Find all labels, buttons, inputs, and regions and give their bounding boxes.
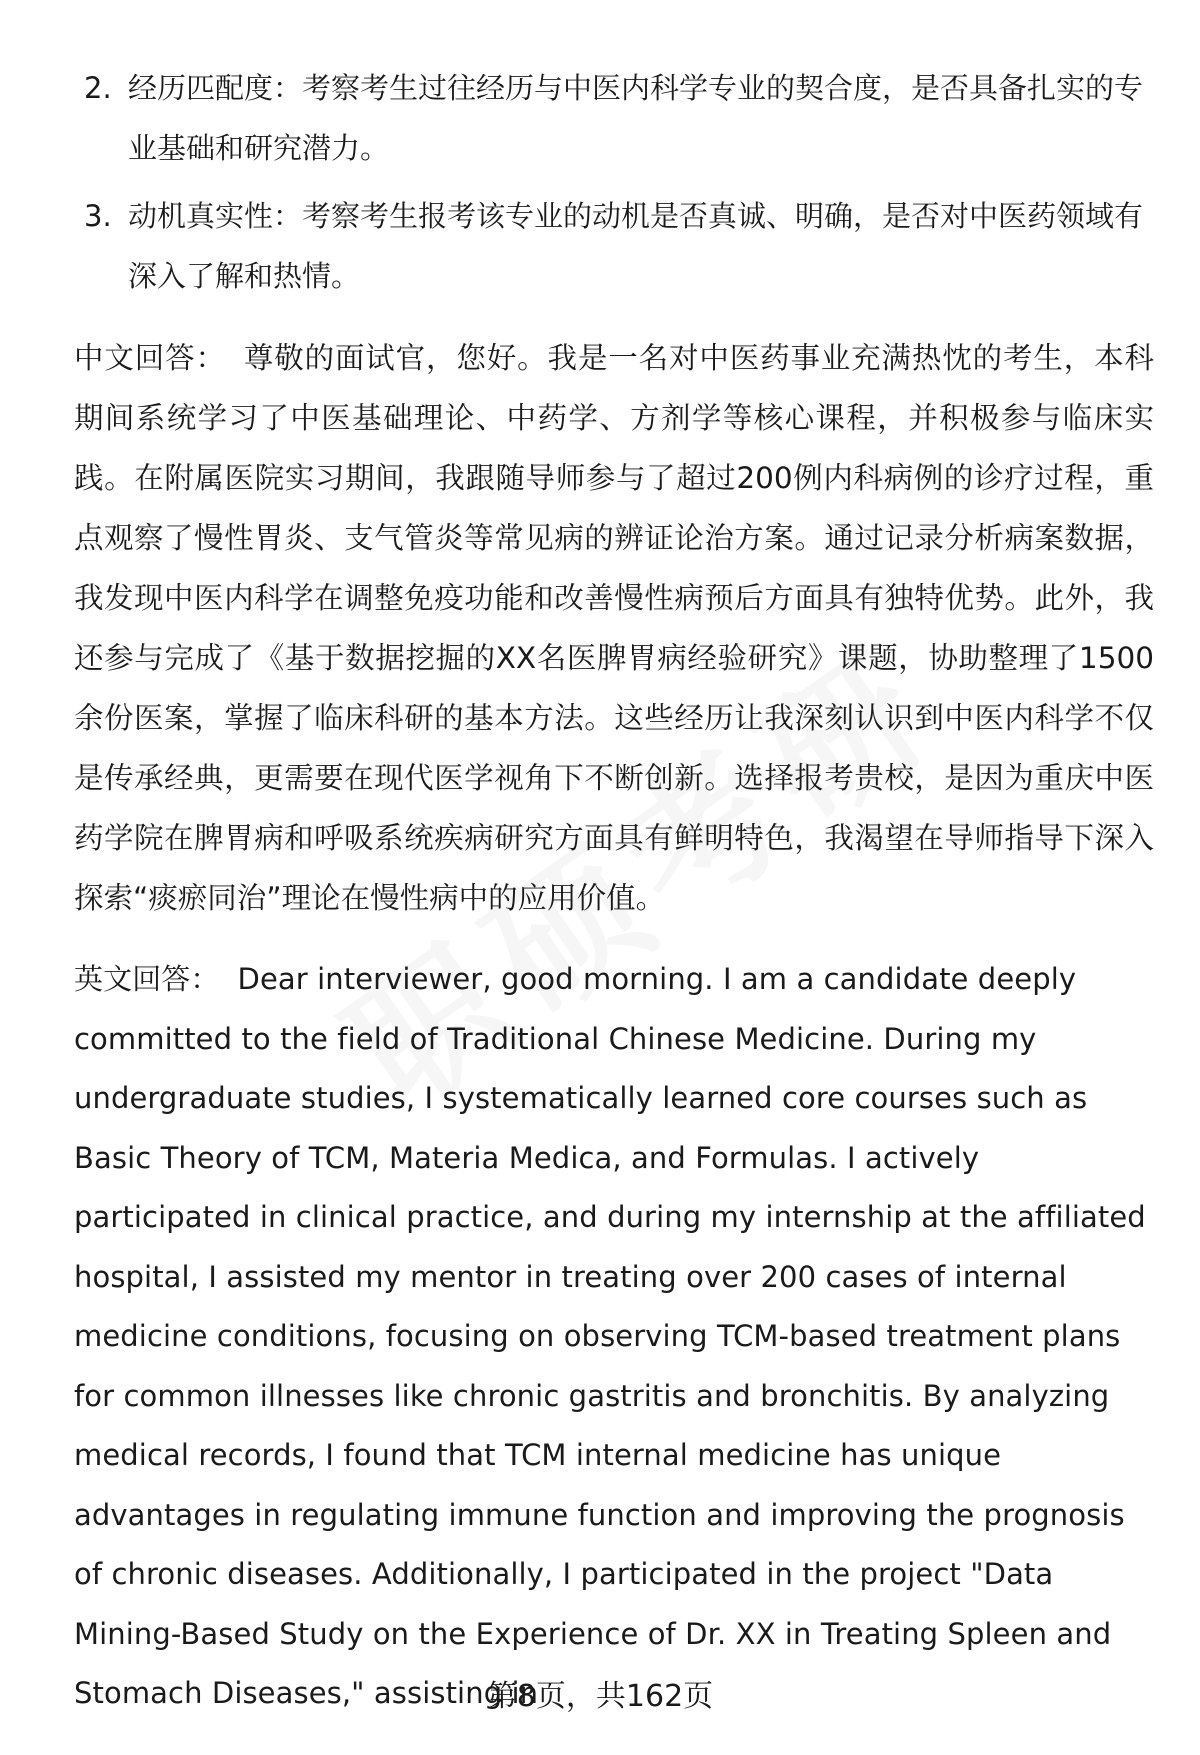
list-item [72,186,1152,306]
chinese-answer-label: 中文回答： [74,341,226,375]
list-number: 2. [84,71,112,105]
english-answer-paragraph [74,950,1154,1724]
list-item [72,58,1152,178]
page-footer [0,1672,1200,1722]
english-answer-text: Dear interviewer, good morning. I am a candidate deeply committed to the field of Traditional Chinese Medicine. During my undergraduate studies, I systematically learned core courses such as Basic Theory of TCM, Materia Medica, and Formulas. I actively participated in clinical practice, and during my internship at the affiliated hospital, I assisted my mentor in treating over 200 cases of internal medicine conditions, focusing on observing TCM-based treatment plans for common illnesses like chronic gastritis and bronchitis. By analyzing medical records, I found that TCM internal medicine has unique advantages in regulating immune function and improving the prognosis of chronic diseases. Additionally, I participated in the project "Data Mining-Based Study on the Experience of Dr. XX in Treating Spleen and Stomach Diseases," assisting in [74,962,1146,1710]
english-answer-label: 英文回答： [74,962,220,996]
chinese-answer-text: 尊敬的面试官，您好。我是一名对中医药事业充满热忱的考生，本科期间系统学习了中医基础理论、中药学、方剂学等核心课程，并积极参与临床实践。在附属医院实习期间，我跟随导师参与了超过200例内科病例的诊疗过程，重点观察了慢性胃炎、支气管炎等常见病的辨证论治方案。通过记录分析病案数据，我发现中医内科学在调整免疫功能和改善慢性病预后方面具有独特优势。此外，我还参与完成了《基于数据挖掘的XX名医脾胃病经验研究》课题，协助整理了1500余份医案，掌握了临床科研的基本方法。这些经历让我深刻认识到中医内科学不仅是传承经典，更需要在现代医学视角下不断创新。选择报考贵校，是因为重庆中医药学院在脾胃病和呼吸系统疾病研究方面具有鲜明特色，我渴望在导师指导下深入探索“痰瘀同治”理论在慢性病中的应用价值。 [74,341,1154,915]
criteria-list [72,58,1152,314]
chinese-answer-paragraph [74,328,1154,928]
list-text: 动机真实性：考察考生报考该专业的动机是否真诚、明确，是否对中医药领域有深入了解和热情。 [128,199,1144,293]
list-text: 经历匹配度：考察考生过往经历与中医内科学专业的契合度，是否具备扎实的专业基础和研究潜力。 [128,71,1144,165]
list-number: 3. [84,199,112,233]
page-number: 第8页，共162页 [486,1679,714,1714]
